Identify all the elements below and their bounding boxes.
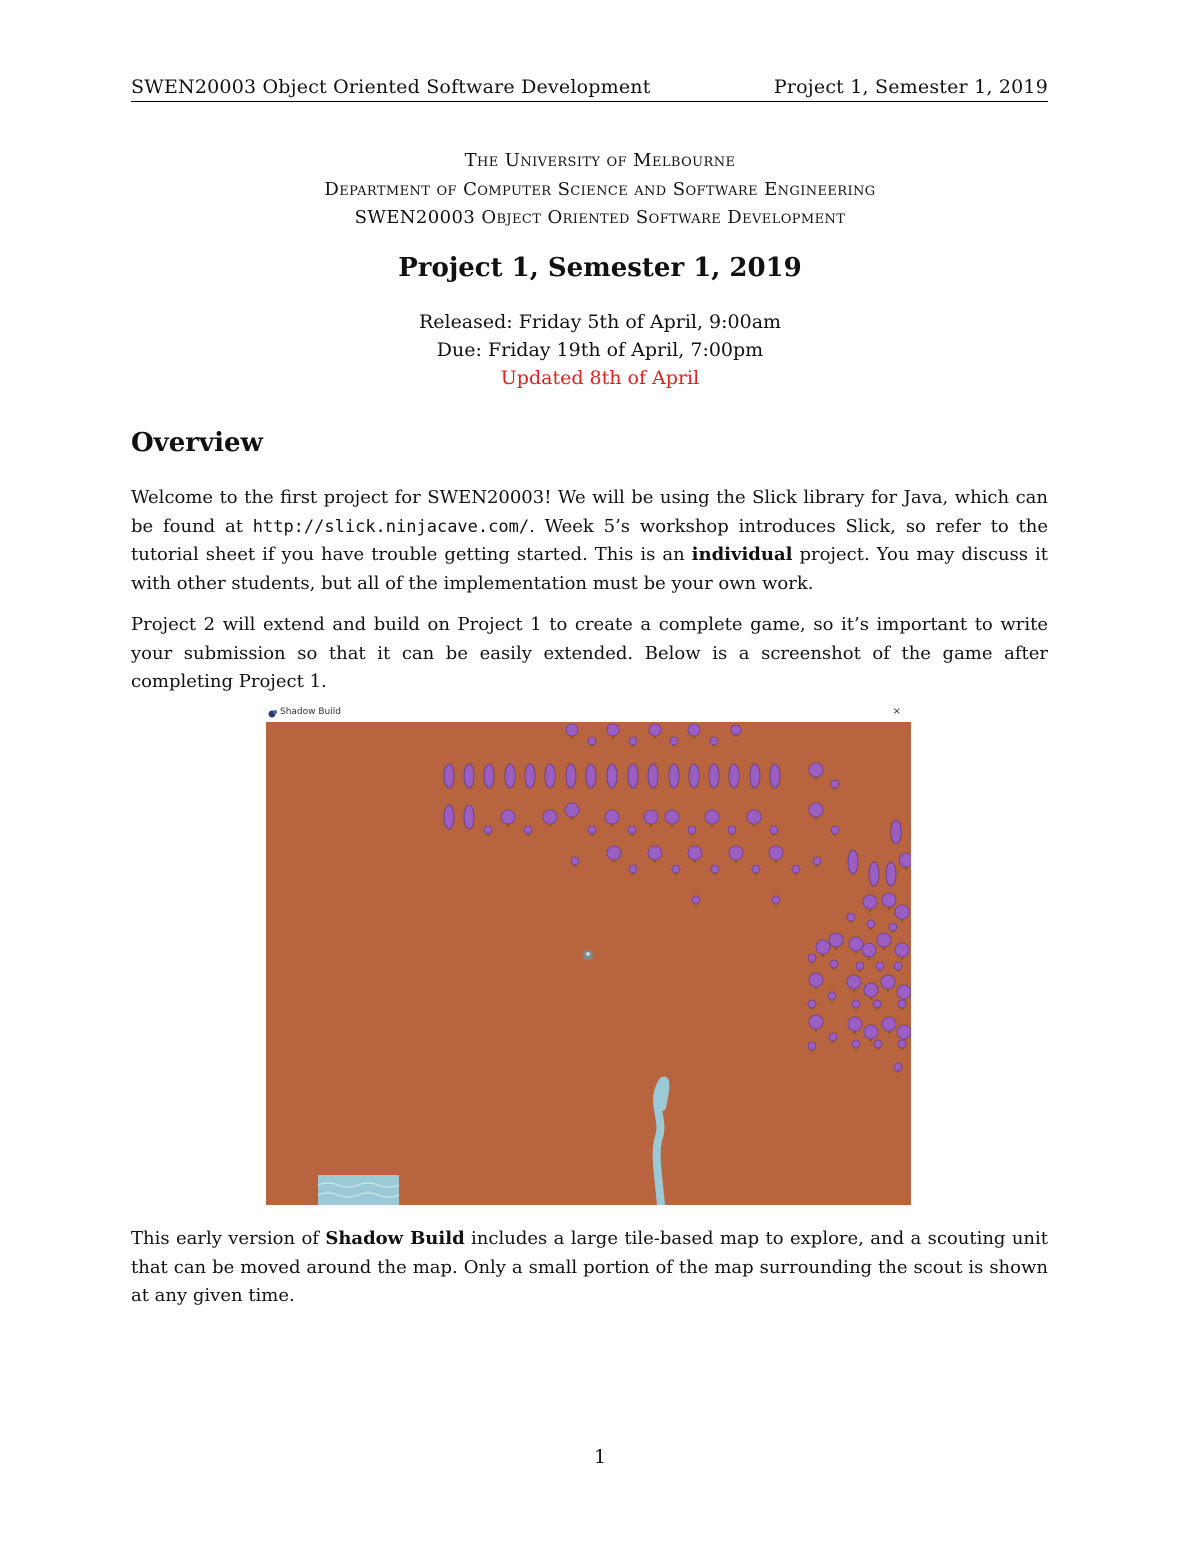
tree bbox=[670, 737, 678, 745]
tree bbox=[881, 975, 895, 989]
tree bbox=[863, 895, 877, 909]
department-name: Department of Computer Science and Software Engineering bbox=[324, 179, 876, 200]
tree bbox=[711, 865, 719, 873]
tree bbox=[770, 826, 778, 834]
tree bbox=[545, 764, 555, 788]
tree bbox=[830, 960, 838, 968]
tree bbox=[672, 865, 680, 873]
tree bbox=[816, 940, 830, 954]
tree bbox=[808, 1000, 816, 1008]
tree bbox=[464, 764, 474, 788]
tree bbox=[877, 933, 891, 947]
tree bbox=[669, 764, 679, 788]
tree bbox=[607, 764, 617, 788]
river bbox=[657, 1081, 666, 1205]
tree bbox=[809, 1015, 823, 1029]
tree bbox=[586, 764, 596, 788]
tree bbox=[792, 865, 800, 873]
tree bbox=[566, 764, 576, 788]
tree bbox=[688, 724, 700, 736]
tree bbox=[894, 962, 902, 970]
tree bbox=[566, 724, 578, 736]
tree bbox=[688, 846, 702, 860]
tree bbox=[607, 724, 619, 736]
tree bbox=[831, 826, 839, 834]
tree bbox=[847, 975, 861, 989]
release-date: Released: Friday 5th of April, 9:00am bbox=[418, 311, 782, 333]
game-name-emphasis: Shadow Build bbox=[325, 1228, 465, 1249]
tree bbox=[648, 764, 658, 788]
tree bbox=[873, 1000, 881, 1008]
tree bbox=[543, 810, 557, 824]
app-icon bbox=[268, 709, 278, 719]
tree bbox=[882, 1017, 896, 1031]
tree bbox=[829, 1033, 837, 1041]
overview-heading: Overview bbox=[131, 428, 263, 458]
tree bbox=[665, 810, 679, 824]
individual-emphasis: individual bbox=[691, 544, 793, 565]
tree bbox=[629, 865, 637, 873]
tree bbox=[889, 923, 897, 931]
overview-paragraph-2: Project 2 will extend and build on Project 1 to create a complete game, so it’s important to write your submission so that it can be easily extended. Below is a screenshot of the game after completing Project 1. bbox=[131, 614, 1048, 692]
tree bbox=[750, 764, 760, 788]
tree bbox=[852, 1000, 860, 1008]
page-number: 1 bbox=[593, 1446, 607, 1468]
tree bbox=[809, 803, 823, 817]
window-title: Shadow Build bbox=[280, 707, 341, 717]
p1-text-c: project. You may discuss it with other students, but all of the implementation must be your own work. bbox=[131, 544, 1049, 594]
p1-text-a: Welcome to the first project for SWEN20003! We will be using the Slick library for Java, which can be found at bbox=[131, 487, 1048, 537]
scout-unit bbox=[583, 950, 593, 960]
tree bbox=[571, 857, 579, 865]
game-map-canvas bbox=[266, 722, 911, 1205]
tree bbox=[856, 962, 864, 970]
tree bbox=[607, 846, 621, 860]
tree bbox=[831, 780, 839, 788]
tree bbox=[862, 943, 876, 957]
tree bbox=[867, 920, 875, 928]
tree bbox=[525, 764, 535, 788]
tree bbox=[588, 737, 596, 745]
p3-text-a: This early version of bbox=[131, 1228, 326, 1249]
tree bbox=[829, 933, 843, 947]
tree bbox=[731, 725, 741, 735]
running-header-course: SWEN20003 Object Oriented Software Development bbox=[131, 76, 651, 98]
tree bbox=[809, 973, 823, 987]
tree bbox=[897, 985, 911, 999]
tree bbox=[588, 826, 596, 834]
tree bbox=[501, 810, 515, 824]
subject-name: SWEN20003 Object Oriented Software Development bbox=[354, 207, 846, 228]
tree bbox=[649, 724, 661, 736]
tree bbox=[891, 820, 901, 844]
tree bbox=[808, 954, 816, 962]
tree bbox=[897, 1025, 911, 1039]
game-screenshot bbox=[266, 706, 911, 1205]
tree bbox=[628, 826, 636, 834]
tree bbox=[484, 826, 492, 834]
tree bbox=[644, 810, 658, 824]
tree bbox=[444, 764, 454, 788]
tree bbox=[752, 865, 760, 873]
tree bbox=[848, 850, 858, 874]
tree bbox=[809, 763, 823, 777]
tree bbox=[899, 853, 911, 867]
window-titlebar bbox=[266, 706, 911, 722]
tree bbox=[688, 826, 696, 834]
tree bbox=[894, 1063, 902, 1071]
tree bbox=[813, 857, 821, 865]
tree bbox=[464, 805, 474, 829]
close-icon[interactable]: × bbox=[892, 706, 901, 717]
tree bbox=[898, 1040, 906, 1048]
p3-text-b: includes a large tile-based map to explore, and a scouting unit that can be moved around the map. Only a small portion of the map surrounding the scout is shown at any given time. bbox=[131, 1228, 1048, 1306]
tree bbox=[444, 805, 454, 829]
tree bbox=[628, 764, 638, 788]
tree bbox=[876, 962, 884, 970]
tree bbox=[808, 1042, 816, 1050]
tree bbox=[484, 764, 494, 788]
forest bbox=[444, 724, 911, 1073]
tree bbox=[886, 862, 896, 886]
tree bbox=[769, 846, 783, 860]
tree bbox=[772, 896, 780, 904]
tree bbox=[864, 983, 878, 997]
tree bbox=[847, 913, 855, 921]
tree bbox=[848, 1017, 862, 1031]
tree bbox=[895, 905, 909, 919]
tree bbox=[605, 810, 619, 824]
tree bbox=[505, 764, 515, 788]
tree bbox=[729, 846, 743, 860]
tree bbox=[770, 764, 780, 788]
tree bbox=[864, 1025, 878, 1039]
tree bbox=[747, 810, 761, 824]
game-map bbox=[266, 722, 911, 1205]
document-title: Project 1, Semester 1, 2019 bbox=[398, 253, 802, 283]
p1-text-b: . Week 5’s workshop introduces Slick, so refer to the tutorial sheet if you have trouble getting started. This is an bbox=[131, 515, 1048, 565]
tree bbox=[648, 846, 662, 860]
tree bbox=[705, 810, 719, 824]
tree bbox=[869, 862, 879, 886]
header-rule bbox=[131, 101, 1048, 102]
tree bbox=[524, 826, 532, 834]
water-pool bbox=[318, 1175, 399, 1205]
tree bbox=[898, 1000, 906, 1008]
tree bbox=[828, 992, 836, 1000]
university-name: The University of Melbourne bbox=[464, 150, 736, 171]
tree bbox=[882, 893, 896, 907]
tree bbox=[728, 826, 736, 834]
updated-notice: Updated 8th of April bbox=[500, 367, 700, 389]
tree bbox=[849, 937, 863, 951]
tree bbox=[689, 764, 699, 788]
tree bbox=[629, 737, 637, 745]
tree bbox=[692, 896, 700, 904]
tree bbox=[710, 737, 718, 745]
due-date: Due: Friday 19th of April, 7:00pm bbox=[436, 339, 764, 361]
tree bbox=[729, 764, 739, 788]
tree bbox=[709, 764, 719, 788]
tree bbox=[874, 1040, 882, 1048]
overview-paragraph-3 bbox=[131, 1225, 1048, 1311]
overview-paragraph-1 bbox=[131, 484, 1048, 598]
tree bbox=[565, 803, 579, 817]
tree bbox=[852, 1040, 860, 1048]
running-header-project: Project 1, Semester 1, 2019 bbox=[773, 76, 1048, 98]
tree bbox=[895, 943, 909, 957]
slick-url-link[interactable]: http://slick.ninjacave.com/ bbox=[252, 516, 530, 537]
